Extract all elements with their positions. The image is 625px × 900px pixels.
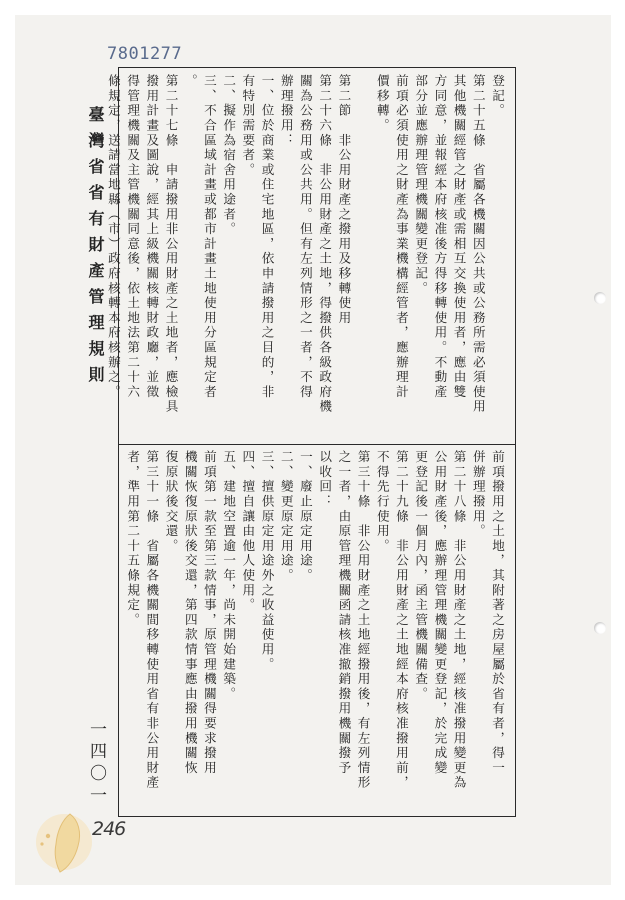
text-column: 一、位於商業或住宅地區，依申請撥用之目的，非 xyxy=(259,74,275,400)
text-column: 四、擅自讓由他人使用。 xyxy=(240,450,256,613)
text-column xyxy=(353,74,372,440)
text-column: 五、建地空置逾一年，尚未開始建築。 xyxy=(221,450,237,702)
text-column: 第二十八條 非公用財產之土地，經核准撥用變更為 xyxy=(451,450,467,791)
text-column: 方同意，並報經本府核准後方得移轉使用。不動產 xyxy=(432,74,448,400)
text-column: 前項第一款至第三款情事，原管理機關得要求撥用 xyxy=(201,450,217,776)
text-column: 登記。 xyxy=(490,74,505,119)
handwritten-number: 246 xyxy=(92,818,126,840)
text-column: 辦理撥用： xyxy=(278,74,294,148)
text-column: 第二節 非公用財產之撥用及移轉使用 xyxy=(336,74,352,326)
text-column: 併辦理撥用。 xyxy=(470,450,486,539)
binding-hole xyxy=(594,622,606,634)
text-column: 有特別需要者。 xyxy=(240,74,256,178)
text-column: 其他機關經管之財產或需相互交換使用者，應由雙 xyxy=(451,74,467,400)
text-column: 部分並應辦理管理機關變更登記。 xyxy=(413,74,429,296)
text-column: 復原狀後交還。 xyxy=(163,450,179,554)
text-column: 價移轉。 xyxy=(374,74,390,134)
lower-text-block xyxy=(123,450,507,810)
text-column: 撥用計畫及圖說，經其上級機關核轉財政廳，並徵 xyxy=(144,74,160,400)
text-column: 第三十一條 省屬各機關間移轉使用省有非公用財產 xyxy=(144,450,160,791)
text-column: 之一者，由原管理機關函請核准撤銷撥用機關撥予 xyxy=(336,450,352,776)
document-title: 臺灣省省有財產管理規則 xyxy=(86,106,105,392)
text-column: 得管理機關及主管機關同意後，依土地法第二十六 xyxy=(125,74,141,400)
text-column: 前項必須使用之財產為事業機構經管者，應辦理計 xyxy=(393,74,409,400)
binding-hole xyxy=(594,292,606,304)
section-divider xyxy=(118,444,516,445)
page-number: 一四〇一 xyxy=(86,720,106,808)
text-column: 第二十九條 非公用財產之土地經本府核准撥用前， xyxy=(393,450,409,791)
text-column: 更登記後一個月內，函主管機關備查。 xyxy=(413,450,429,702)
text-column: 第二十五條 省屬各機關因公共或公務所需必須使用 xyxy=(470,74,486,415)
text-column: 三、不合區域計畫或都市計畫土地使用分區規定者 xyxy=(201,74,217,400)
text-column: 一、廢止原定用途。 xyxy=(297,450,313,584)
text-column: 三、擅供原定用途外之收益使用。 xyxy=(259,450,275,672)
text-column: 前項撥用之土地，其附著之房屋屬於省有者，得一 xyxy=(490,450,505,776)
text-column: 機關恢復原狀後交還，第四款情事應由撥用機關恢 xyxy=(182,450,198,776)
text-column: 關為公務用或公共用。但有左列情形之一者，不得 xyxy=(297,74,313,400)
text-column: 。 xyxy=(182,74,198,89)
text-column: 以收回： xyxy=(317,450,333,510)
taiwan-map-logo xyxy=(26,806,106,876)
text-column: 條規定，送請當地縣（市）政府核轉本府核辦之。 xyxy=(105,74,121,400)
document-number: 7801277 xyxy=(107,44,183,64)
text-column: 公用財產後，應辦理管理機關變更登記，於完成變 xyxy=(432,450,448,776)
text-column: 二、變更原定用途。 xyxy=(278,450,294,584)
text-column: 第三十條 非公用財產之土地經撥用後，有左列情形 xyxy=(355,450,371,791)
upper-text-block xyxy=(104,74,507,440)
text-column: 二、擬作為宿舍用途者。 xyxy=(221,74,237,237)
text-column: 者，準用第二十五條規定。 xyxy=(125,450,141,628)
text-column: 第二十七條 申請撥用非公用財產之土地者，應檢具 xyxy=(163,74,179,415)
text-column: 不得先行使用。 xyxy=(374,450,390,554)
text-column: 第二十六條 非公用財產之土地，得撥供各級政府機 xyxy=(317,74,333,415)
